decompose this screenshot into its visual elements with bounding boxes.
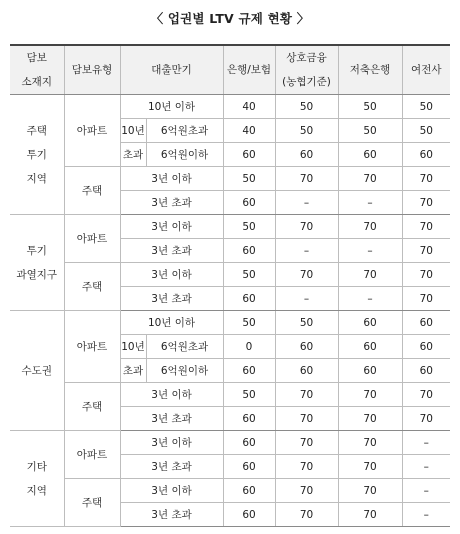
maturity-cell: 초과 xyxy=(120,359,146,383)
maturity-cell: 6억원초과 xyxy=(146,335,223,359)
value-cell: 70 xyxy=(402,407,450,431)
maturity-cell: 3년 이하 xyxy=(120,383,223,407)
value-cell: 50 xyxy=(223,263,275,287)
maturity-cell: 3년 초과 xyxy=(120,287,223,311)
table-row xyxy=(10,383,450,407)
type-house: 주택 xyxy=(64,479,120,527)
value-cell: 70 xyxy=(338,383,402,407)
maturity-cell: 3년 초과 xyxy=(120,455,223,479)
type-house: 주택 xyxy=(64,383,120,431)
maturity-cell: 초과 xyxy=(120,143,146,167)
maturity-cell: 3년 이하 xyxy=(120,431,223,455)
value-cell: 60 xyxy=(223,359,275,383)
value-cell: 60 xyxy=(223,407,275,431)
ltv-regulation-table xyxy=(10,44,450,527)
value-cell: 70 xyxy=(275,215,338,239)
value-cell: – xyxy=(402,479,450,503)
maturity-cell: 6억원초과 xyxy=(146,119,223,143)
value-cell: 70 xyxy=(338,215,402,239)
value-cell: – xyxy=(275,239,338,263)
value-cell: 70 xyxy=(275,263,338,287)
region-speculation-zone: 주택 투기 지역 xyxy=(10,95,64,215)
value-cell: 60 xyxy=(223,143,275,167)
value-cell: 70 xyxy=(338,479,402,503)
value-cell: – xyxy=(402,455,450,479)
maturity-cell: 3년 초과 xyxy=(120,191,223,215)
value-cell: 70 xyxy=(402,215,450,239)
header-bank-insurance: 은행/보험 xyxy=(223,45,275,95)
value-cell: 70 xyxy=(338,407,402,431)
table-row xyxy=(10,431,450,455)
maturity-cell: 3년 초과 xyxy=(120,503,223,527)
header-savings-bank: 저축은행 xyxy=(338,45,402,95)
value-cell: 70 xyxy=(402,263,450,287)
table-row xyxy=(10,479,450,503)
value-cell: 0 xyxy=(223,335,275,359)
value-cell: 50 xyxy=(275,119,338,143)
value-cell: 70 xyxy=(275,407,338,431)
maturity-cell: 6억원이하 xyxy=(146,359,223,383)
type-apartment: 아파트 xyxy=(64,311,120,383)
table-row xyxy=(10,263,450,287)
value-cell: – xyxy=(402,431,450,455)
value-cell: 70 xyxy=(338,455,402,479)
type-apartment: 아파트 xyxy=(64,431,120,479)
value-cell: 60 xyxy=(223,191,275,215)
maturity-cell: 3년 이하 xyxy=(120,167,223,191)
value-cell: 60 xyxy=(402,311,450,335)
value-cell: 70 xyxy=(338,167,402,191)
value-cell: 70 xyxy=(402,191,450,215)
value-cell: 60 xyxy=(275,359,338,383)
value-cell: – xyxy=(275,191,338,215)
header-collateral-location: 담보 소재지 xyxy=(10,45,64,95)
value-cell: 60 xyxy=(223,431,275,455)
table-title: 〈 업권별 LTV 규제 현황 〉 xyxy=(150,11,310,26)
value-cell: 40 xyxy=(223,119,275,143)
value-cell: 50 xyxy=(338,95,402,119)
maturity-cell: 6억원이하 xyxy=(146,143,223,167)
value-cell: 50 xyxy=(402,119,450,143)
value-cell: – xyxy=(338,239,402,263)
value-cell: 70 xyxy=(338,503,402,527)
region-overheated-zone: 투기 과열지구 xyxy=(10,215,64,311)
value-cell: 60 xyxy=(223,287,275,311)
value-cell: 50 xyxy=(402,95,450,119)
value-cell: 60 xyxy=(402,359,450,383)
maturity-cell: 3년 이하 xyxy=(120,215,223,239)
maturity-cell: 3년 초과 xyxy=(120,407,223,431)
region-other-area: 기타 지역 xyxy=(10,431,64,527)
value-cell: 70 xyxy=(275,431,338,455)
value-cell: 70 xyxy=(402,383,450,407)
value-cell: – xyxy=(338,287,402,311)
header-mutual-finance: 상호금융 (농협기준) xyxy=(275,45,338,95)
value-cell: 60 xyxy=(223,455,275,479)
value-cell: 70 xyxy=(275,503,338,527)
value-cell: 70 xyxy=(275,167,338,191)
type-house: 주택 xyxy=(64,263,120,311)
value-cell: 70 xyxy=(275,383,338,407)
value-cell: 60 xyxy=(223,239,275,263)
value-cell: 60 xyxy=(223,479,275,503)
value-cell: 40 xyxy=(223,95,275,119)
value-cell: 50 xyxy=(223,383,275,407)
type-apartment: 아파트 xyxy=(64,95,120,167)
maturity-cell: 3년 초과 xyxy=(120,239,223,263)
value-cell: 70 xyxy=(402,287,450,311)
maturity-cell: 10년 이하 xyxy=(120,95,223,119)
maturity-cell: 3년 이하 xyxy=(120,263,223,287)
value-cell: – xyxy=(275,287,338,311)
value-cell: 60 xyxy=(275,143,338,167)
value-cell: 50 xyxy=(275,95,338,119)
type-apartment: 아파트 xyxy=(64,215,120,263)
value-cell: 60 xyxy=(402,143,450,167)
value-cell: 60 xyxy=(402,335,450,359)
maturity-cell: 10년 이하 xyxy=(120,311,223,335)
value-cell: 70 xyxy=(338,431,402,455)
value-cell: 60 xyxy=(338,311,402,335)
value-cell: 70 xyxy=(402,167,450,191)
value-cell: 50 xyxy=(223,311,275,335)
header-credit-card: 여전사 xyxy=(402,45,450,95)
maturity-cell: 3년 이하 xyxy=(120,479,223,503)
value-cell: 60 xyxy=(338,335,402,359)
type-house: 주택 xyxy=(64,167,120,215)
maturity-cell: 10년 xyxy=(120,335,146,359)
value-cell: – xyxy=(402,503,450,527)
value-cell: 50 xyxy=(338,119,402,143)
value-cell: 50 xyxy=(223,215,275,239)
value-cell: 60 xyxy=(223,503,275,527)
table-row xyxy=(10,95,450,119)
table-row xyxy=(10,167,450,191)
value-cell: – xyxy=(338,191,402,215)
value-cell: 70 xyxy=(275,479,338,503)
region-capital-area: 수도권 xyxy=(10,311,64,431)
value-cell: 50 xyxy=(275,311,338,335)
header-collateral-type: 담보유형 xyxy=(64,45,120,95)
value-cell: 60 xyxy=(338,143,402,167)
value-cell: 70 xyxy=(402,239,450,263)
table-row xyxy=(10,215,450,239)
value-cell: 50 xyxy=(223,167,275,191)
value-cell: 60 xyxy=(275,335,338,359)
header-loan-maturity: 대출만기 xyxy=(120,45,223,95)
header-row xyxy=(10,45,450,95)
value-cell: 70 xyxy=(275,455,338,479)
maturity-cell: 10년 xyxy=(120,119,146,143)
value-cell: 70 xyxy=(338,263,402,287)
value-cell: 60 xyxy=(338,359,402,383)
table-row xyxy=(10,311,450,335)
